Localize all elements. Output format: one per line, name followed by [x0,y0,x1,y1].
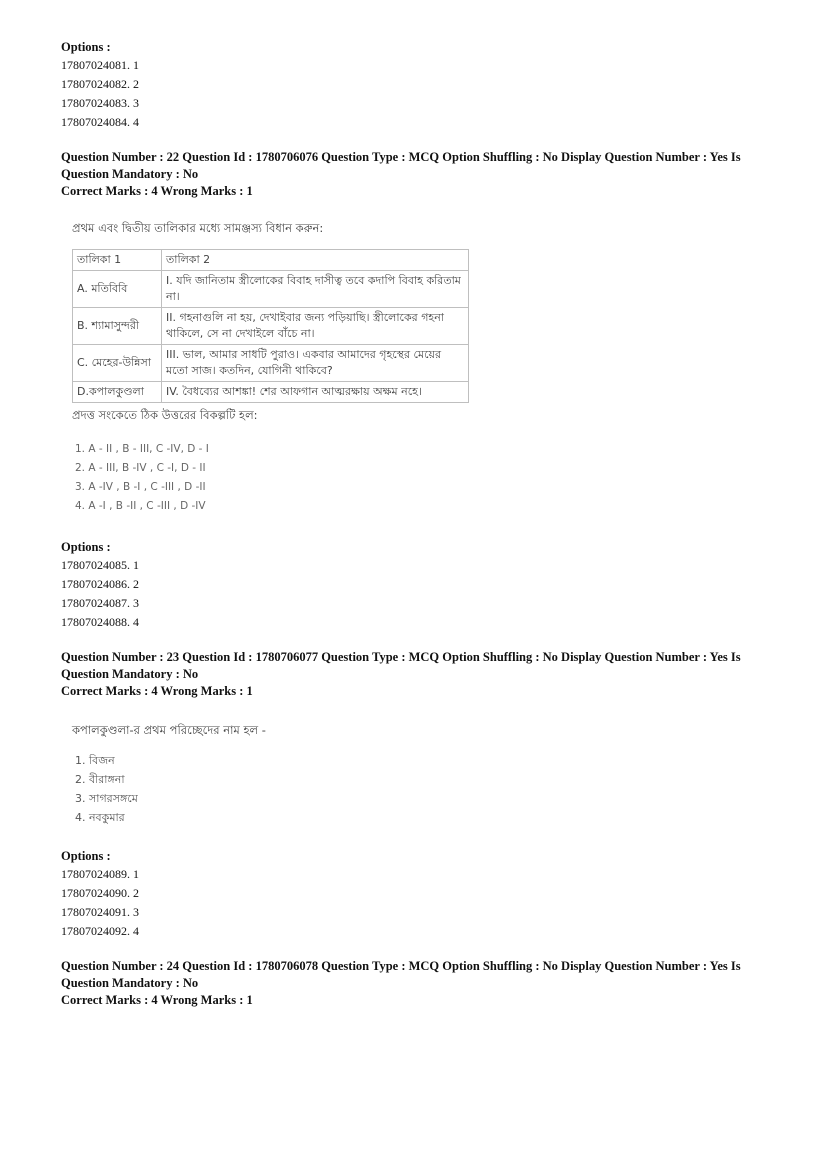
option-item: 17807024091. 3 [61,905,139,919]
table-row [73,271,469,308]
question-22 [61,149,761,632]
option-item: 17807024087. 3 [61,596,139,610]
options-section [61,538,761,632]
table-cell-right: I. যদি জানিতাম স্ত্রীলোকের বিবাহ দাসীত্ব তবে কদাপি বিবাহ করিতাম না। [162,271,469,308]
question-mandatory: Question Mandatory : No [61,667,199,681]
table-cell-right: II. গহনাগুলি না হয়, দেখাইবার জন্য পড়িয়াছি। স্ত্রীলোকের গহনা থাকিলে, সে না দেখাইলে বাঁচে না। [162,308,469,345]
question-image [61,722,761,827]
option-item: 17807024088. 4 [61,615,139,629]
question-meta: Question Number : 22 Question Id : 1780706076 Question Type : MCQ Option Shuffling : No Display Question Number : Yes Is [61,150,741,164]
options-label: Options : [61,849,111,863]
question-marks: Correct Marks : 4 Wrong Marks : 1 [61,684,253,698]
top-options-section [61,38,761,132]
options-label: Options : [61,540,111,554]
option-item: 17807024084. 4 [61,115,139,129]
table-row [73,382,469,403]
question-instruction: প্রদত্ত সংকেতে ঠিক উত্তরের বিকল্পটি হল: [72,408,258,422]
table-cell-left: D.কপালকুণ্ডলা [73,382,162,403]
question-meta: Question Number : 24 Question Id : 1780706078 Question Type : MCQ Option Shuffling : No Display Question Number : Yes Is [61,959,741,973]
choice-item: 3. A -IV , B -I , C -III , D -II [75,481,206,493]
question-intro: কপালকুণ্ডলা-র প্রথম পরিচ্ছেদের নাম হল - [72,723,266,737]
question-24 [61,958,761,1009]
match-table [72,249,469,403]
choice-item: 4. নবকুমার [75,811,125,824]
table-cell-right: III. ভাল, আমার সাধটি পুরাও। একবার আমাদের গৃহস্থের মেয়ের মতো সাজ। কতদিন, যোগিনী থাকিবে? [162,345,469,382]
choice-list [75,440,761,516]
question-mandatory: Question Mandatory : No [61,167,199,181]
question-intro: প্রথম এবং দ্বিতীয় তালিকার মধ্যে সামঞ্জস্য বিধান করুন: [72,221,324,235]
table-row [73,345,469,382]
choice-item: 2. A - III, B -IV , C -I, D - II [75,462,206,474]
question-image [61,220,761,516]
option-item: 17807024086. 2 [61,577,139,591]
table-cell-right: IV. বৈধব্যের আশঙ্কা! শের আফগান আত্মরক্ষায় অক্ষম নহে। [162,382,469,403]
choice-item: 2. বীরাঙ্গনা [75,773,125,786]
table-cell-left: C. মেহের-উন্নিসা [73,345,162,382]
options-label: Options : [61,40,111,54]
choice-list [75,751,761,827]
question-marks: Correct Marks : 4 Wrong Marks : 1 [61,993,253,1007]
table-row [73,308,469,345]
option-item: 17807024083. 3 [61,96,139,110]
option-item: 17807024082. 2 [61,77,139,91]
table-header-cell: তালিকা 2 [162,250,469,271]
document-page [61,38,761,1009]
options-section [61,847,761,941]
option-item: 17807024092. 4 [61,924,139,938]
question-meta: Question Number : 23 Question Id : 1780706077 Question Type : MCQ Option Shuffling : No Display Question Number : Yes Is [61,650,741,664]
option-item: 17807024090. 2 [61,886,139,900]
table-header-row [73,250,469,271]
table-cell-left: A. মতিবিবি [73,271,162,308]
choice-item: 3. সাগরসঙ্গমে [75,792,138,805]
option-item: 17807024085. 1 [61,558,139,572]
question-marks: Correct Marks : 4 Wrong Marks : 1 [61,184,253,198]
option-item: 17807024081. 1 [61,58,139,72]
table-header-cell: তালিকা 1 [73,250,162,271]
question-23 [61,649,761,941]
choice-item: 4. A -I , B -II , C -III , D -IV [75,500,206,512]
table-cell-left: B. শ্যামাসুন্দরী [73,308,162,345]
choice-item: 1. বিজন [75,754,115,767]
choice-item: 1. A - II , B - III, C -IV, D - I [75,443,209,455]
option-item: 17807024089. 1 [61,867,139,881]
question-mandatory: Question Mandatory : No [61,976,199,990]
